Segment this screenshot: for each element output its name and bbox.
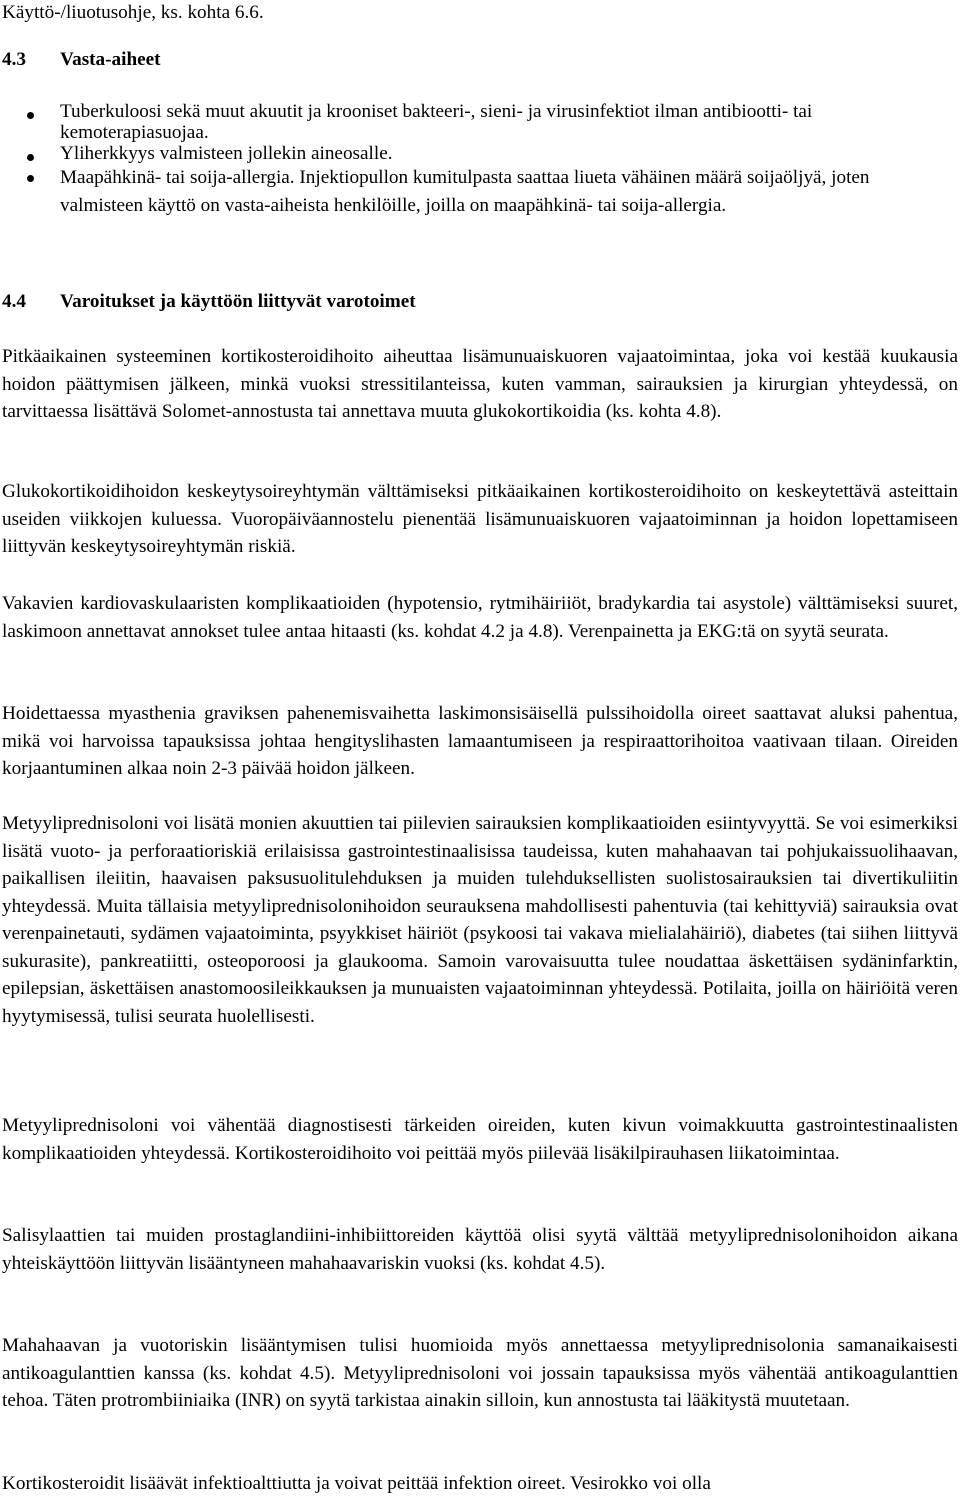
intro-line: Käyttö-/liuotusohje, ks. kohta 6.6. [2, 2, 264, 23]
paragraph: Salisylaattien tai muiden prostaglandiini-inhibiittoreiden käyttöä olisi syytä välttää metyyliprednisolonihoidon aikana yhteiskäyttöön liittyvän lisääntyneen mahahaavariskin vuoksi (ks. kohdat 4.5). [2, 1225, 958, 1274]
list-item: Tuberkuloosi sekä muut akuutit ja krooniset bakteeri-, sieni- ja virusinfektiot ilman antibiootti- tai kemoterapiasuojaa. [0, 101, 960, 143]
paragraph: Metyyliprednisoloni voi vähentää diagnostisesti tärkeiden oireiden, kuten kivun voimakkuutta gastrointestinaalisten komplikaatioiden yhteydessä. Kortikosteroidihoito voi peittää myös piilevää lisäkilpirauhasen liikatoimintaa. [2, 1115, 958, 1164]
section-title: Varoitukset ja käyttöön liittyvät varotoimet [60, 291, 416, 312]
paragraph: Pitkäaikainen systeeminen kortikosteroidihoito aiheuttaa lisämunuaiskuoren vajaatoimintaa, joka voi kestää kuukausia hoidon päättymisen jälkeen, minkä vuoksi stressitilanteissa, kuten vamman, sairauksien ja kirurgian yhteydessä, on tarvittaessa lisättävä Solomet-annostusta tai annettava muuta glukokortikoidia (ks. kohta 4.8). [2, 346, 958, 422]
bullet-icon [27, 154, 34, 161]
bullet-icon [27, 112, 34, 119]
paragraph: Metyyliprednisoloni voi lisätä monien akuuttien tai piilevien sairauksien komplikaatioiden esiintyvyyttä. Se voi esimerkiksi lisätä vuoto- ja perforaatioriskiä erilaisissa gastrointestinaalisissa taudeissa, kuten mahahaavan tai pohjukaissuolihaavan, paikallisen ileiitin, haavaisen paksusuolitulehduksen ja muiden tulehduksellisten suolistosairauksien tai divertikuliitin yhteydessä. Muita tällaisia metyyliprednisolonihoidon seurauksena mahdollisesti pahentuvia (tai kehittyviä) sairauksia ovat verenpainetauti, sydämen vajaatoiminta, psyykkiset häiriöt (psykoosi tai vakava mielialahäiriö), diabetes (tai siihen liittyvä sukurasite), pankreatiitti, osteoporoosi ja glaukooma. Samoin varovaisuutta tulee noudattaa äskettäisen sydäninfarktin, epilepsian, äskettäisen anastomoosileikkauksen ja munuaisten vajaatoiminnan yhteydessä. Potilaita, joilla on häiriöitä veren hyytymisessä, tulisi seurata huolellisesti. [2, 813, 958, 1027]
section-title: Vasta-aiheet [60, 49, 161, 70]
section-heading-4-4 [2, 288, 416, 316]
list-item: Maapähkinä- tai soija-allergia. Injektiopullon kumitulpasta saattaa liueta vähäinen määrä soijaöljyä, joten valmisteen käyttö on vasta-aiheista henkilöille, joilla on maapähkinä- tai soija-allergia. [0, 164, 960, 219]
section-heading-4-3 [2, 46, 161, 74]
contraindications-list [0, 101, 960, 219]
list-item: Yliherkkyys valmisteen jollekin aineosalle. [0, 143, 960, 164]
section-number: 4.3 [2, 49, 26, 70]
bullet-icon [27, 175, 34, 182]
section-number: 4.4 [2, 291, 26, 312]
paragraph: Hoidettaessa myasthenia graviksen pahenemisvaihetta laskimonsisäisellä pulssihoidolla oireet saattavat aluksi pahentua, mikä voi harvoissa tapauksissa johtaa hengityslihasten lamaantumiseen ja respiraattorihoitoa vaativaan tilaan. Oireiden korjaantuminen alkaa noin 2-3 päivää hoidon jälkeen. [2, 703, 958, 779]
paragraph: Mahahaavan ja vuotoriskin lisääntymisen tulisi huomioida myös annettaessa metyyliprednisolonia samanaikaisesti antikoagulanttien kanssa (ks. kohdat 4.5). Metyyliprednisoloni voi jossain tapauksissa myös vähentää antikoagulanttien tehoa. Täten protrombiiniaika (INR) on syytä tarkistaa ainakin silloin, kun annostusta tai lääkitystä muutetaan. [2, 1335, 958, 1411]
paragraph: Vakavien kardiovaskulaaristen komplikaatioiden (hypotensio, rytmihäiriiöt, bradykardia tai asystole) välttämiseksi suuret, laskimoon annettavat annokset tulee antaa hitaasti (ks. kohdat 4.2 ja 4.8). Verenpainetta ja EKG:tä on syytä seurata. [2, 593, 958, 642]
paragraph: Glukokortikoidihoidon keskeytysoireyhtymän välttämiseksi pitkäaikainen kortikosteroidihoito on keskeytettävä asteittain useiden viikkojen kuluessa. Vuoropäiväannostelu pienentää lisämunuaiskuoren vajaatoiminnan ja hoidon lopettamiseen liittyvän keskeytysoireyhtymän riskiä. [2, 481, 958, 557]
paragraph: Kortikosteroidit lisäävät infektioalttiutta ja voivat peittää infektion oireet. Vesirokko voi olla [2, 1473, 711, 1494]
